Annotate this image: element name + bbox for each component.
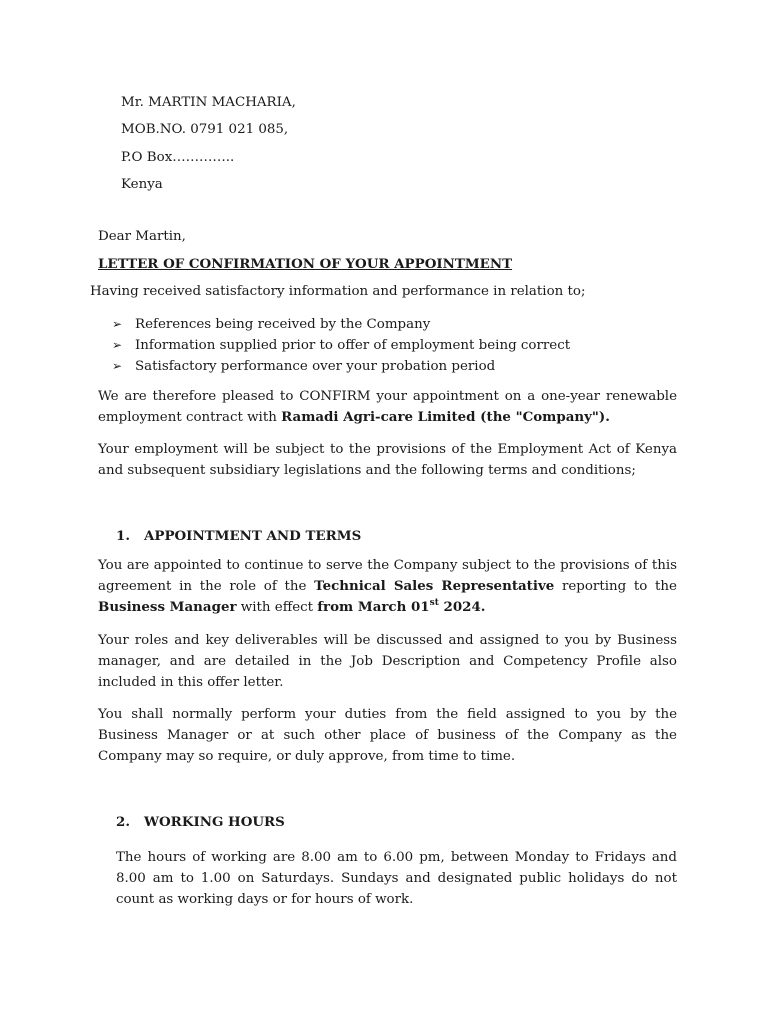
- section-2-heading: [116, 814, 285, 830]
- section-1-paragraph-3: You shall normally perform your duties from the field assigned to you by the Business Manager or at such other place of business of the Company as the Company may so require, or duly approve, from time to time.: [98, 707, 677, 765]
- section-2-number: 2.: [116, 814, 130, 830]
- recipient-name: Mr. MARTIN MACHARIA,: [121, 95, 296, 110]
- arrow-bullet-icon: ➢: [112, 359, 123, 373]
- recipient-po-box: P.O Box…………..: [121, 150, 235, 165]
- section-1-title: APPOINTMENT AND TERMS: [143, 528, 362, 544]
- date-suffix: st: [429, 598, 439, 609]
- subject-paragraph: Your employment will be subject to the provisions of the Employment Act of Kenya and subsequent subsidiary legislations and the following terms and conditions;: [98, 442, 677, 479]
- date-text: from March 01: [317, 599, 430, 616]
- section-1-paragraph-1: [98, 555, 677, 619]
- confirmation-paragraph: [98, 386, 677, 428]
- list-item: [112, 336, 570, 355]
- effective-date: [317, 599, 485, 615]
- salutation: Dear Martin,: [98, 229, 186, 244]
- section-2-paragraph-1: The hours of working are 8.00 am to 6.00 pm, between Monday to Fridays and 8.00 am to 1.00 on Saturdays. Sundays and designated public holidays do not count as working days or for hours of work.: [116, 850, 677, 908]
- recipient-country: Kenya: [121, 177, 163, 192]
- text-run: reporting to the: [554, 579, 677, 595]
- list-item-text: References being received by the Company: [135, 317, 431, 332]
- role-title: Technical Sales Representative: [314, 578, 555, 595]
- list-item: [112, 315, 430, 334]
- recipient-mobile: MOB.NO. 0791 021 085,: [121, 122, 289, 137]
- arrow-bullet-icon: ➢: [112, 317, 123, 331]
- section-1-number: 1.: [116, 528, 130, 544]
- letter-title: LETTER OF CONFIRMATION OF YOUR APPOINTMENT: [98, 256, 513, 272]
- section-2-title: WORKING HOURS: [143, 814, 285, 830]
- list-item-text: Information supplied prior to offer of employment being correct: [135, 338, 571, 353]
- arrow-bullet-icon: ➢: [112, 338, 123, 352]
- section-1-paragraph-2: Your roles and key deliverables will be discussed and assigned to you by Business manager, and are detailed in the Job Description and Competency Profile also included in this offer letter.: [98, 633, 677, 691]
- confirmation-text: We are therefore pleased to CONFIRM your appointment on a one-year renewable employment contract with: [98, 389, 677, 426]
- date-year: 2024.: [438, 599, 486, 616]
- manager-title: Business Manager: [98, 599, 237, 616]
- list-item: [112, 357, 495, 376]
- intro-text: Having received satisfactory information and performance in relation to;: [90, 284, 586, 299]
- text-run: with effect: [236, 600, 318, 616]
- list-item-text: Satisfactory performance over your probation period: [135, 359, 496, 374]
- text-run: You are appointed to continue to serve the Company subject to the provisions of this agreement in the role of the: [98, 558, 677, 595]
- company-name: Ramadi Agri-care Limited (the "Company").: [281, 409, 610, 426]
- section-1-heading: [116, 528, 361, 544]
